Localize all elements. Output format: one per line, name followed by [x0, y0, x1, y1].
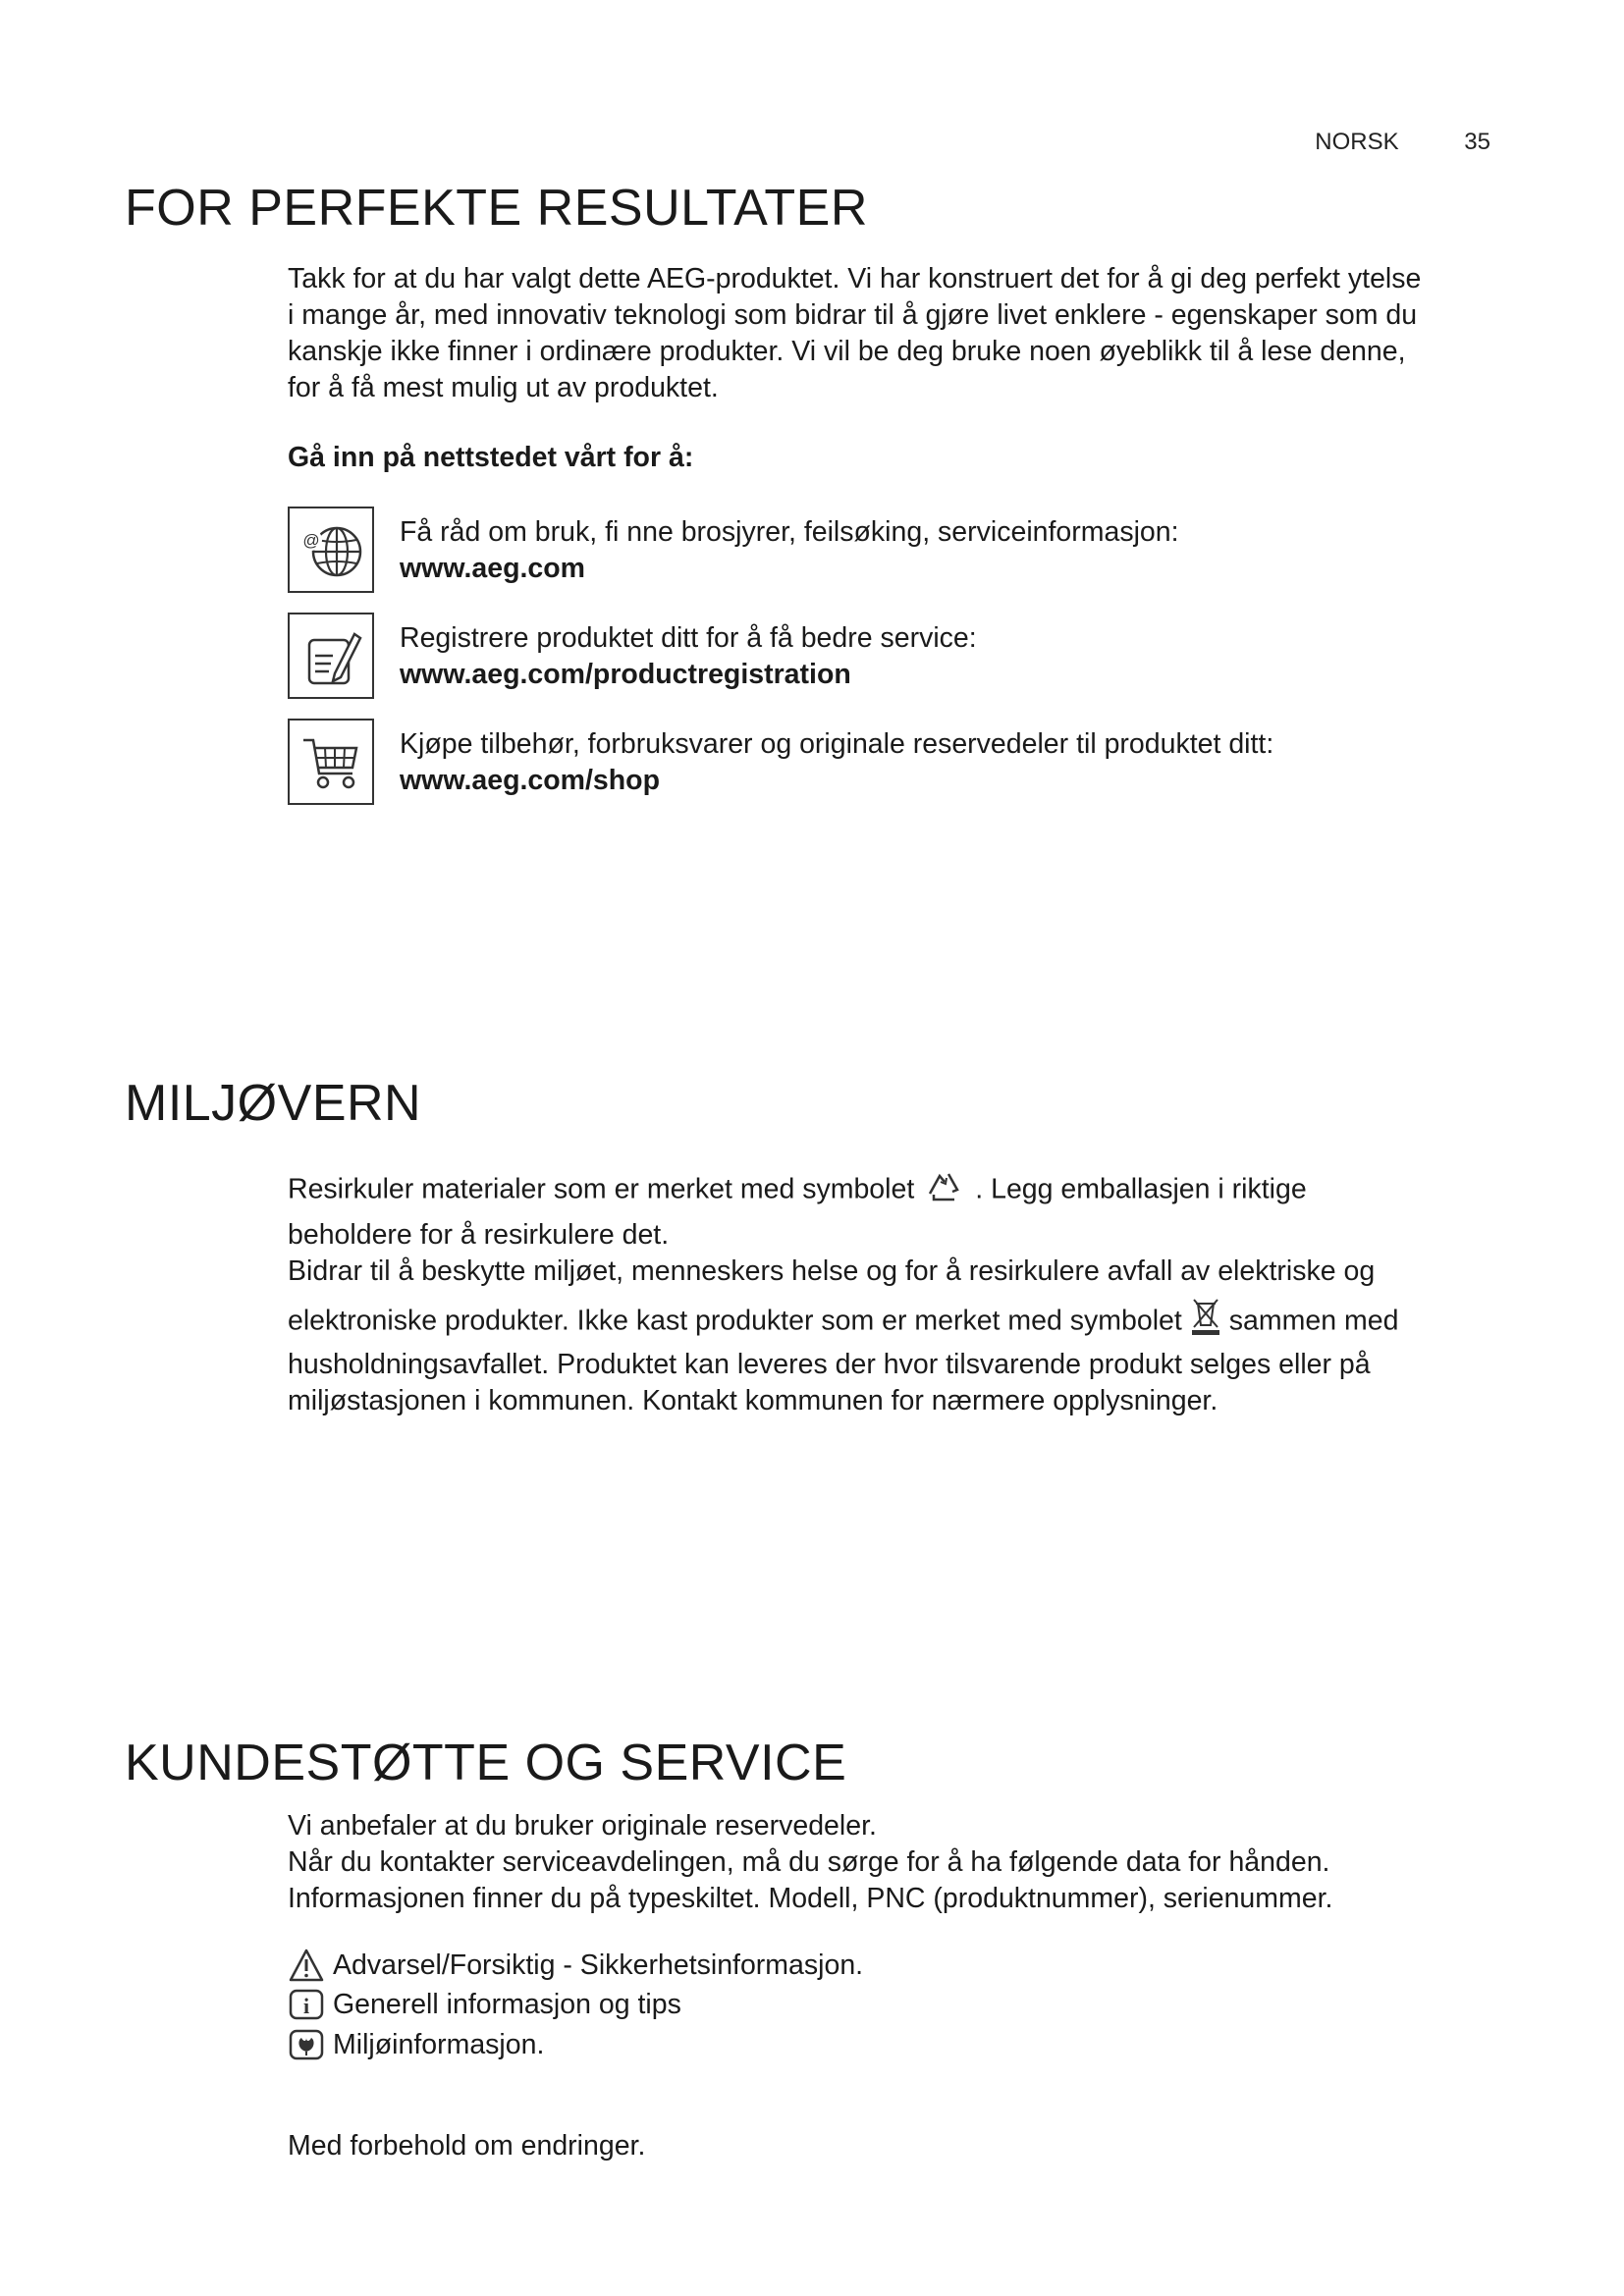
link-description: Få råd om bruk, fi nne brosjyrer, feilsøking, serviceinformasjon: — [400, 516, 1179, 548]
env-text: husholdningsavfallet. Produktet kan leveres der hvor tilsvarende produkt selges eller på — [288, 1349, 1371, 1380]
support-paragraph — [288, 1808, 1505, 1917]
intro-line: for å få mest mulig ut av produktet. — [288, 372, 719, 403]
globe-at-icon — [288, 507, 374, 593]
env-text: sammen med — [1228, 1305, 1399, 1337]
env-text: beholdere for å resirkulere det. — [288, 1219, 670, 1251]
registration-icon — [288, 613, 374, 699]
language-label: NORSK — [1315, 129, 1399, 155]
support-line: Når du kontakter serviceavdelingen, må du sørge for å ha følgende data for hånden. — [288, 1846, 1330, 1878]
link-description: Registrere produktet ditt for å få bedre service: — [400, 622, 977, 654]
env-text: elektroniske produkter. Ikke kast produkter som er merket med symbolet — [288, 1305, 1182, 1337]
support-line: Vi anbefaler at du bruker originale reservedeler. — [288, 1810, 877, 1842]
legend-label: Miljøinformasjon. — [333, 2028, 545, 2060]
link-description: Kjøpe tilbehør, forbruksvarer og originale reservedeler til produktet ditt: — [400, 728, 1274, 760]
env-text: Bidrar til å beskytte miljøet, menneskers helse og for å resirkulere avfall av elektriske og — [288, 1255, 1376, 1287]
section-title-results: FOR PERFEKTE RESULTATER — [125, 180, 868, 237]
env-text: miljøstasjonen i kommunen. Kontakt kommunen for nærmere opplysninger. — [288, 1385, 1218, 1416]
page-number: 35 — [1464, 129, 1490, 155]
link-row-registration — [288, 613, 1505, 699]
support-line: Informasjonen finner du på typeskiltet. Modell, PNC (produktnummer), serienummer. — [288, 1883, 1333, 1914]
legend-environment — [288, 2028, 544, 2061]
link-url-shop[interactable]: www.aeg.com/shop — [400, 765, 660, 796]
legend-label: Generell informasjon og tips — [333, 1988, 681, 2020]
legend-warning — [288, 1948, 863, 1983]
footer-note: Med forbehold om endringer. — [288, 2130, 646, 2162]
recycle-icon — [920, 1164, 969, 1217]
intro-paragraph — [288, 261, 1505, 406]
info-icon — [288, 1988, 325, 2021]
intro-line: kanskje ikke finner i ordinære produkter. Vi vil be deg bruke noen øyeblikk til å lese denne, — [288, 336, 1406, 367]
weee-bin-icon — [1188, 1298, 1223, 1347]
link-url-aeg[interactable]: www.aeg.com — [400, 553, 585, 584]
env-text: . Legg emballasjen i riktige — [975, 1173, 1307, 1205]
link-row-support — [288, 507, 1505, 593]
intro-line: i mange år, med innovativ teknologi som bidrar til å gjøre livet enklere - egenskaper som du — [288, 299, 1418, 331]
page-header — [1315, 129, 1490, 156]
environment-icon — [288, 2028, 325, 2061]
shopping-cart-icon — [288, 719, 374, 805]
legend-label: Advarsel/Forsiktig - Sikkerhetsinformasjon. — [333, 1949, 864, 1981]
website-heading: Gå inn på nettstedet vårt for å: — [288, 442, 694, 473]
environment-paragraph — [288, 1164, 1505, 1419]
env-text: Resirkuler materialer som er merket med symbolet — [288, 1173, 915, 1205]
link-row-shop — [288, 719, 1505, 805]
legend-info — [288, 1988, 681, 2021]
section-title-environment: MILJØVERN — [125, 1075, 422, 1132]
link-url-registration[interactable]: www.aeg.com/productregistration — [400, 659, 851, 690]
svg-text:i: i — [302, 1994, 310, 2018]
svg-text:@: @ — [302, 531, 320, 550]
section-title-support: KUNDESTØTTE OG SERVICE — [125, 1735, 847, 1791]
warning-icon — [288, 1948, 325, 1983]
intro-line: Takk for at du har valgt dette AEG-produktet. Vi har konstruert det for å gi deg perfekt ytelse — [288, 263, 1422, 294]
